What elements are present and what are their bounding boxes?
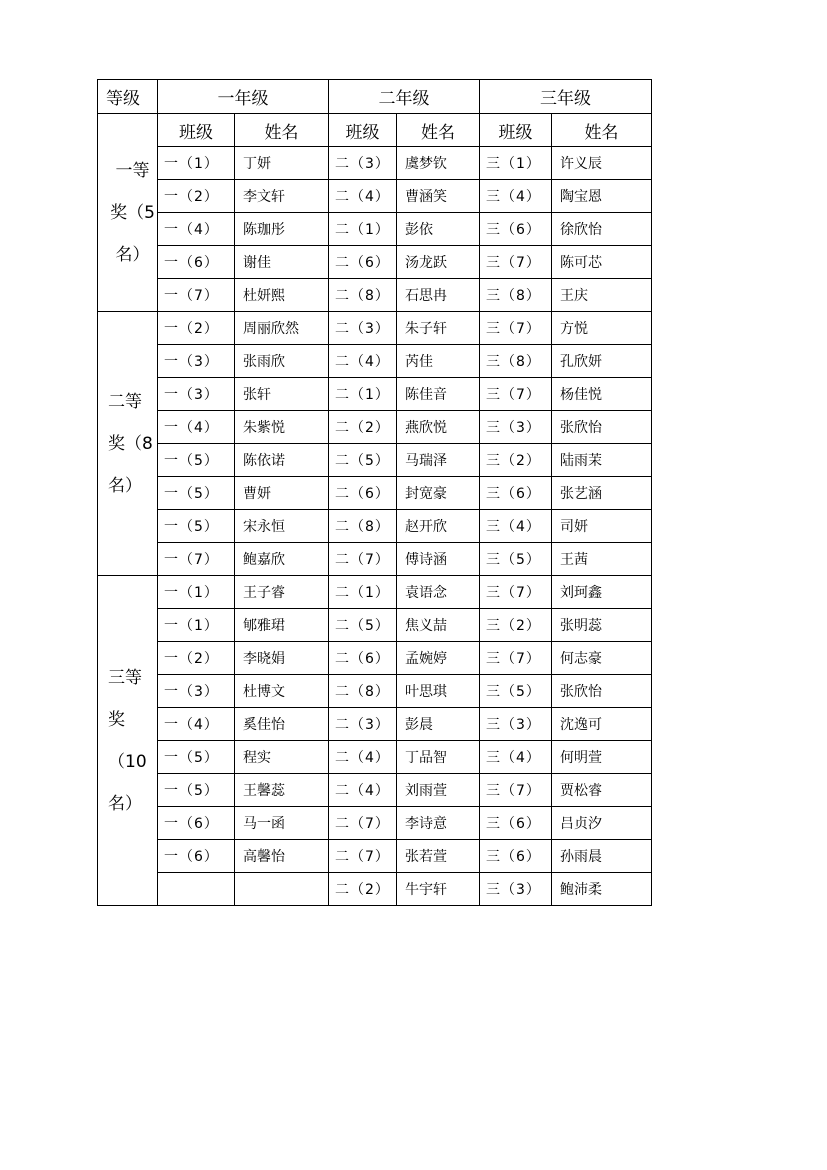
class-cell: 三（6）: [480, 477, 552, 510]
class-cell: 三（1）: [480, 147, 552, 180]
award-level-label: 奖（5: [110, 202, 155, 223]
name-cell: 谢佳: [235, 246, 329, 279]
class-cell: 二（3）: [329, 708, 397, 741]
class-cell: 一（3）: [158, 378, 235, 411]
class-cell: 二（8）: [329, 510, 397, 543]
table-row: [98, 642, 652, 675]
class-cell: 二（6）: [329, 477, 397, 510]
award-level-label: 二等: [108, 391, 142, 412]
table-row: [98, 510, 652, 543]
class-cell: 三（3）: [480, 708, 552, 741]
name-cell: 丁品智: [397, 741, 480, 774]
name-cell: 赵开欣: [397, 510, 480, 543]
name-cell: 吕贞汐: [552, 807, 652, 840]
award-level-label: 名）: [108, 793, 142, 814]
name-cell: 贾松睿: [552, 774, 652, 807]
class-cell: 二（2）: [329, 411, 397, 444]
class-cell: 二（1）: [329, 378, 397, 411]
table-row: [98, 576, 652, 609]
name-cell: 石思冉: [397, 279, 480, 312]
name-cell: 沈逸可: [552, 708, 652, 741]
class-cell: 二（6）: [329, 642, 397, 675]
name-cell: 张艺涵: [552, 477, 652, 510]
class-cell: 三（7）: [480, 774, 552, 807]
name-cell: 马一函: [235, 807, 329, 840]
table-row: [98, 378, 652, 411]
name-cell: 王子睿: [235, 576, 329, 609]
name-cell: 徐欣怡: [552, 213, 652, 246]
class-cell: 二（3）: [329, 312, 397, 345]
name-cell: 许义辰: [552, 147, 652, 180]
name-cell: 张欣怡: [552, 675, 652, 708]
name-cell: 陈可芯: [552, 246, 652, 279]
name-cell: 孙雨晨: [552, 840, 652, 873]
class-cell: 三（8）: [480, 345, 552, 378]
grade-2-header: 二年级: [329, 80, 480, 114]
name-cell: 叶思琪: [397, 675, 480, 708]
name-cell: 周丽欣然: [235, 312, 329, 345]
name-cell: 刘珂鑫: [552, 576, 652, 609]
class-cell: 二（4）: [329, 774, 397, 807]
class-column-header: 班级: [158, 114, 235, 147]
class-cell: 三（7）: [480, 378, 552, 411]
class-cell: 二（8）: [329, 279, 397, 312]
name-cell: 杨佳悦: [552, 378, 652, 411]
table-row: [98, 543, 652, 576]
name-cell: 程实: [235, 741, 329, 774]
name-cell: 张雨欣: [235, 345, 329, 378]
name-cell: 鲍沛柔: [552, 873, 652, 906]
award-table: [97, 79, 652, 906]
class-cell: 二（1）: [329, 213, 397, 246]
name-cell: 陈佳音: [397, 378, 480, 411]
name-cell: 马瑞泽: [397, 444, 480, 477]
name-cell: 陈依诺: [235, 444, 329, 477]
class-cell: 二（4）: [329, 180, 397, 213]
table-row: [98, 675, 652, 708]
name-cell: 郇雅珺: [235, 609, 329, 642]
table-row: [98, 609, 652, 642]
class-cell: 一（1）: [158, 576, 235, 609]
class-cell: 二（7）: [329, 807, 397, 840]
award-level-label: 三等: [108, 667, 142, 688]
name-cell: 陆雨茉: [552, 444, 652, 477]
name-cell: 曹涵笑: [397, 180, 480, 213]
class-cell: 一（3）: [158, 345, 235, 378]
name-cell: 芮佳: [397, 345, 480, 378]
name-cell: 张轩: [235, 378, 329, 411]
name-cell: 曹妍: [235, 477, 329, 510]
award-level-label: 名）: [108, 475, 142, 496]
table-row: [98, 411, 652, 444]
grade-3-header: 三年级: [480, 80, 652, 114]
name-cell: [235, 873, 329, 906]
table-row: [98, 147, 652, 180]
name-cell: 傅诗涵: [397, 543, 480, 576]
class-cell: 二（3）: [329, 147, 397, 180]
name-cell: 高馨怡: [235, 840, 329, 873]
award-level-cell: [98, 114, 158, 312]
class-cell: 二（7）: [329, 840, 397, 873]
class-cell: 三（3）: [480, 873, 552, 906]
class-cell: 三（3）: [480, 411, 552, 444]
class-cell: 一（6）: [158, 840, 235, 873]
table-row: [98, 807, 652, 840]
name-column-header: 姓名: [397, 114, 480, 147]
name-cell: 封宽豪: [397, 477, 480, 510]
award-level-label: 奖（8: [108, 433, 153, 454]
class-column-header: 班级: [480, 114, 552, 147]
class-cell: 二（7）: [329, 543, 397, 576]
name-cell: 张欣怡: [552, 411, 652, 444]
class-cell: 二（5）: [329, 609, 397, 642]
subheader-row: [98, 114, 652, 147]
class-cell: 三（8）: [480, 279, 552, 312]
class-cell: 三（7）: [480, 642, 552, 675]
class-cell: [158, 873, 235, 906]
class-cell: 二（2）: [329, 873, 397, 906]
table-row: [98, 213, 652, 246]
name-cell: 司妍: [552, 510, 652, 543]
class-cell: 一（4）: [158, 708, 235, 741]
name-cell: 刘雨萱: [397, 774, 480, 807]
header-row: [98, 80, 652, 114]
name-cell: 王茜: [552, 543, 652, 576]
class-cell: 三（6）: [480, 807, 552, 840]
award-level-label: 名）: [115, 244, 150, 265]
table-row: [98, 444, 652, 477]
class-cell: 一（5）: [158, 444, 235, 477]
name-cell: 杜博文: [235, 675, 329, 708]
name-cell: 王庆: [552, 279, 652, 312]
class-cell: 一（4）: [158, 411, 235, 444]
name-cell: 何志豪: [552, 642, 652, 675]
table-row: [98, 477, 652, 510]
class-cell: 一（7）: [158, 279, 235, 312]
name-cell: 彭晨: [397, 708, 480, 741]
table-row: [98, 741, 652, 774]
name-cell: 虞梦钦: [397, 147, 480, 180]
class-cell: 一（2）: [158, 642, 235, 675]
award-level-label: 一等: [115, 160, 150, 181]
name-cell: 焦义喆: [397, 609, 480, 642]
level-header: 等级: [98, 80, 158, 114]
name-cell: 朱子轩: [397, 312, 480, 345]
class-cell: 三（7）: [480, 312, 552, 345]
class-column-header: 班级: [329, 114, 397, 147]
class-cell: 三（4）: [480, 180, 552, 213]
class-cell: 一（5）: [158, 510, 235, 543]
name-cell: 汤龙跃: [397, 246, 480, 279]
class-cell: 一（5）: [158, 741, 235, 774]
class-cell: 一（5）: [158, 477, 235, 510]
name-cell: 孔欣妍: [552, 345, 652, 378]
name-cell: 杜妍熙: [235, 279, 329, 312]
name-cell: 王馨蕊: [235, 774, 329, 807]
class-cell: 一（1）: [158, 147, 235, 180]
class-cell: 一（2）: [158, 312, 235, 345]
class-cell: 三（6）: [480, 213, 552, 246]
class-cell: 一（6）: [158, 807, 235, 840]
award-level-cell: [98, 576, 158, 906]
class-cell: 三（7）: [480, 246, 552, 279]
class-cell: 二（8）: [329, 675, 397, 708]
class-cell: 一（5）: [158, 774, 235, 807]
class-cell: 三（6）: [480, 840, 552, 873]
name-cell: 朱紫悦: [235, 411, 329, 444]
class-cell: 一（1）: [158, 609, 235, 642]
class-cell: 二（6）: [329, 246, 397, 279]
grade-1-header: 一年级: [158, 80, 329, 114]
class-cell: 三（7）: [480, 576, 552, 609]
class-cell: 二（4）: [329, 345, 397, 378]
class-cell: 一（2）: [158, 180, 235, 213]
name-cell: 袁语念: [397, 576, 480, 609]
name-cell: 彭依: [397, 213, 480, 246]
class-cell: 三（4）: [480, 510, 552, 543]
class-cell: 二（5）: [329, 444, 397, 477]
class-cell: 二（1）: [329, 576, 397, 609]
table-row: [98, 840, 652, 873]
name-cell: 陶宝恩: [552, 180, 652, 213]
name-cell: 鲍嘉欣: [235, 543, 329, 576]
name-cell: 奚佳怡: [235, 708, 329, 741]
table-row: [98, 345, 652, 378]
table-row: [98, 312, 652, 345]
name-cell: 何明萱: [552, 741, 652, 774]
class-cell: 三（5）: [480, 675, 552, 708]
class-cell: 三（4）: [480, 741, 552, 774]
name-cell: 丁妍: [235, 147, 329, 180]
award-level-label: （10: [108, 751, 147, 772]
award-level-cell: [98, 312, 158, 576]
class-cell: 一（6）: [158, 246, 235, 279]
name-cell: 李诗意: [397, 807, 480, 840]
name-cell: 燕欣悦: [397, 411, 480, 444]
table-row: [98, 873, 652, 906]
award-level-label: 奖: [108, 709, 125, 730]
table-row: [98, 708, 652, 741]
name-cell: 李文轩: [235, 180, 329, 213]
class-cell: 二（4）: [329, 741, 397, 774]
name-column-header: 姓名: [552, 114, 652, 147]
class-cell: 一（7）: [158, 543, 235, 576]
name-cell: 张若萱: [397, 840, 480, 873]
class-cell: 三（2）: [480, 609, 552, 642]
name-cell: 李晓娟: [235, 642, 329, 675]
name-column-header: 姓名: [235, 114, 329, 147]
class-cell: 一（3）: [158, 675, 235, 708]
table-row: [98, 774, 652, 807]
class-cell: 一（4）: [158, 213, 235, 246]
name-cell: 方悦: [552, 312, 652, 345]
name-cell: 陈珈彤: [235, 213, 329, 246]
name-cell: 牛宇轩: [397, 873, 480, 906]
name-cell: 宋永恒: [235, 510, 329, 543]
class-cell: 三（5）: [480, 543, 552, 576]
name-cell: 张明蕊: [552, 609, 652, 642]
table-row: [98, 180, 652, 213]
table-row: [98, 279, 652, 312]
class-cell: 三（2）: [480, 444, 552, 477]
name-cell: 孟婉婷: [397, 642, 480, 675]
table-row: [98, 246, 652, 279]
